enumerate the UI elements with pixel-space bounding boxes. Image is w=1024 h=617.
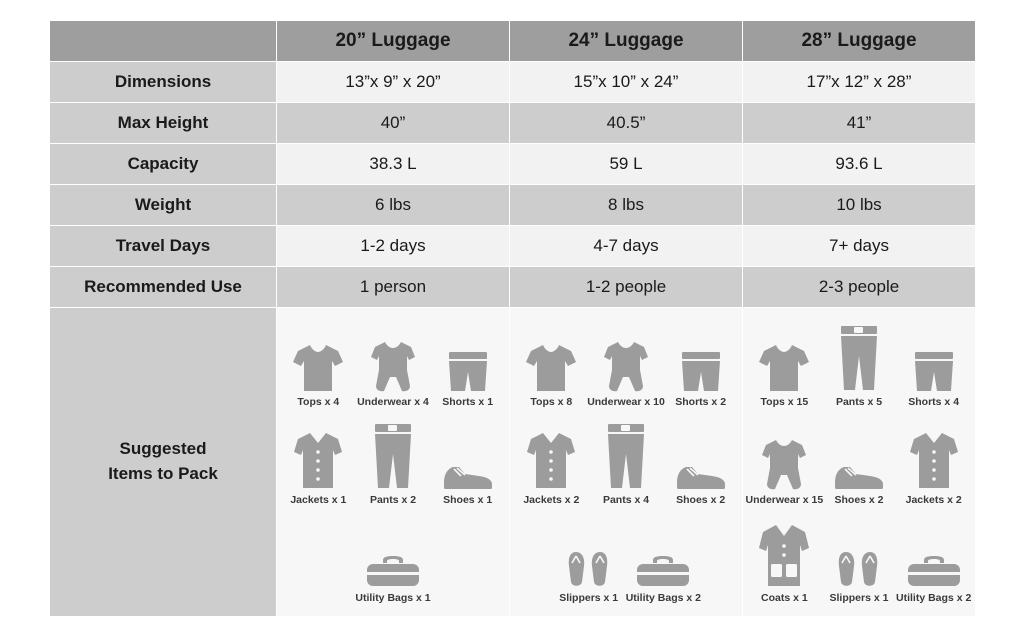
packing-item-caption: Coats x 1 — [761, 592, 808, 604]
packing-item-caption: Jackets x 2 — [523, 494, 580, 506]
row-label-recommended-use: Recommended Use — [50, 267, 277, 308]
table-header — [50, 21, 976, 62]
header-col-24: 24” Luggage — [510, 21, 743, 62]
packing-item-caption: Utility Bags x 2 — [625, 592, 701, 604]
items-cell-28 — [743, 308, 976, 617]
cell-travel-days-20: 1-2 days — [277, 226, 510, 267]
cell-weight-28: 10 lbs — [743, 185, 976, 226]
utility-bag-icon — [635, 514, 691, 590]
pants-icon — [837, 318, 881, 394]
header-corner-cell — [50, 21, 277, 62]
items-cell-20 — [277, 308, 510, 617]
cell-max-height-20: 40” — [277, 103, 510, 144]
slippers-icon — [566, 514, 612, 590]
slippers-icon — [836, 514, 882, 590]
table-row — [50, 267, 976, 308]
cell-capacity-20: 38.3 L — [277, 144, 510, 185]
utility-bag-icon — [906, 514, 962, 590]
shorts-icon — [444, 318, 492, 394]
packing-item — [356, 512, 431, 608]
shoe-icon — [832, 416, 886, 492]
suggested-items-label-line1: Suggested — [119, 439, 207, 459]
packing-item-caption: Tops x 8 — [530, 396, 573, 408]
cell-recommended-use-20: 1 person — [277, 267, 510, 308]
cell-weight-20: 6 lbs — [277, 185, 510, 226]
packing-item-caption: Shorts x 1 — [442, 396, 494, 408]
packing-item-caption: Jackets x 2 — [905, 494, 962, 506]
packing-item-caption: Shorts x 4 — [908, 396, 960, 408]
packing-item-caption: Slippers x 1 — [559, 592, 619, 604]
packing-item — [551, 512, 626, 608]
coat-icon — [756, 514, 812, 590]
table-row — [50, 103, 976, 144]
suggested-items-label-line2: Items to Pack — [108, 464, 218, 483]
packing-item — [589, 414, 664, 510]
packing-item — [896, 316, 971, 412]
tshirt-icon — [290, 318, 346, 394]
packing-item — [514, 316, 589, 412]
packing-item-caption: Utility Bags x 1 — [355, 592, 431, 604]
spec-table — [49, 20, 976, 617]
header-col-20: 20” Luggage — [277, 21, 510, 62]
jacket-icon — [291, 416, 345, 492]
packing-item-caption: Underwear x 4 — [357, 396, 429, 408]
packing-item-caption: Pants x 4 — [602, 494, 650, 506]
packing-item — [356, 316, 431, 412]
packing-item-caption: Tops x 4 — [297, 396, 340, 408]
table-body — [50, 62, 976, 617]
underwear-icon — [368, 318, 418, 394]
row-label-weight: Weight — [50, 185, 277, 226]
packing-item-caption: Shorts x 2 — [675, 396, 727, 408]
packing-item-caption: Shoes x 2 — [676, 494, 726, 506]
packing-item-caption: Pants x 2 — [369, 494, 417, 506]
cell-recommended-use-24: 1-2 people — [510, 267, 743, 308]
header-row — [50, 21, 976, 62]
packing-item-caption: Tops x 15 — [760, 396, 809, 408]
row-label-suggested-items — [50, 308, 277, 617]
packing-item-caption: Underwear x 15 — [745, 494, 824, 506]
utility-bag-icon — [365, 514, 421, 590]
items-cell-24 — [510, 308, 743, 617]
packing-item-caption: Pants x 5 — [835, 396, 883, 408]
cell-recommended-use-28: 2-3 people — [743, 267, 976, 308]
underwear-icon — [759, 416, 809, 492]
row-label-dimensions: Dimensions — [50, 62, 277, 103]
cell-travel-days-28: 7+ days — [743, 226, 976, 267]
packing-item — [896, 414, 971, 510]
packing-item — [896, 512, 971, 608]
tshirt-icon — [523, 318, 579, 394]
packing-item — [430, 316, 505, 412]
packing-item — [514, 414, 589, 510]
cell-travel-days-24: 4-7 days — [510, 226, 743, 267]
packing-item — [356, 414, 431, 510]
packing-item — [281, 414, 356, 510]
packing-item — [281, 316, 356, 412]
cell-capacity-28: 93.6 L — [743, 144, 976, 185]
packing-item — [822, 414, 897, 510]
row-label-max-height: Max Height — [50, 103, 277, 144]
cell-dimensions-28: 17”x 12” x 28” — [743, 62, 976, 103]
pants-icon — [371, 416, 415, 492]
cell-dimensions-24: 15”x 10” x 24” — [510, 62, 743, 103]
shoe-icon — [674, 416, 728, 492]
packing-item — [747, 414, 822, 510]
items-grid-20 — [281, 316, 505, 608]
packing-item — [626, 512, 701, 608]
cell-max-height-28: 41” — [743, 103, 976, 144]
packing-item — [747, 316, 822, 412]
packing-item-caption: Shoes x 1 — [443, 494, 493, 506]
header-col-28: 28” Luggage — [743, 21, 976, 62]
row-label-travel-days: Travel Days — [50, 226, 277, 267]
packing-item-caption: Slippers x 1 — [829, 592, 889, 604]
packing-item-caption: Jackets x 1 — [290, 494, 347, 506]
packing-item — [430, 414, 505, 510]
shorts-icon — [677, 318, 725, 394]
tshirt-icon — [756, 318, 812, 394]
items-grid-28 — [747, 316, 971, 608]
table-row — [50, 226, 976, 267]
table-row — [50, 185, 976, 226]
packing-item — [589, 316, 664, 412]
packing-item-caption: Shoes x 2 — [834, 494, 884, 506]
packing-item — [663, 414, 738, 510]
packing-item — [822, 316, 897, 412]
packing-item — [822, 512, 897, 608]
cell-capacity-24: 59 L — [510, 144, 743, 185]
shorts-icon — [910, 318, 958, 394]
jacket-icon — [907, 416, 961, 492]
jacket-icon — [524, 416, 578, 492]
cell-dimensions-20: 13”x 9” x 20” — [277, 62, 510, 103]
underwear-icon — [601, 318, 651, 394]
table-row-suggested-items — [50, 308, 976, 617]
packing-item-caption: Utility Bags x 2 — [896, 592, 972, 604]
items-grid-24 — [514, 316, 738, 608]
pants-icon — [604, 416, 648, 492]
row-label-capacity: Capacity — [50, 144, 277, 185]
shoe-icon — [441, 416, 495, 492]
packing-item — [663, 316, 738, 412]
table-row — [50, 62, 976, 103]
table-row — [50, 144, 976, 185]
luggage-comparison-table — [49, 20, 975, 604]
cell-weight-24: 8 lbs — [510, 185, 743, 226]
packing-item-caption: Underwear x 10 — [587, 396, 665, 408]
packing-item — [747, 512, 822, 608]
cell-max-height-24: 40.5” — [510, 103, 743, 144]
